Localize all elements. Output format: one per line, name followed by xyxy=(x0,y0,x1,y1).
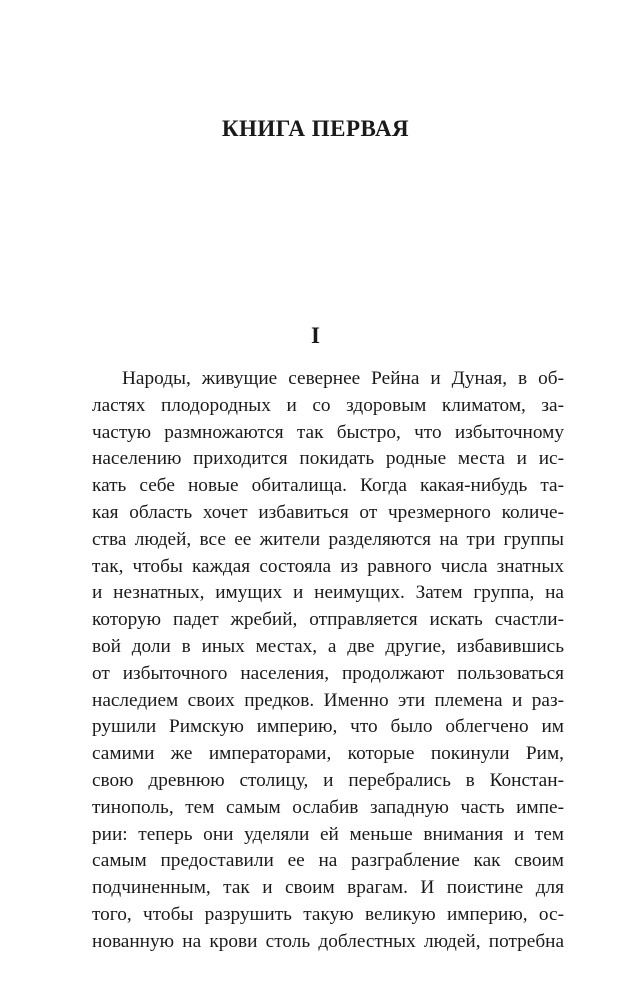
text-line: так, чтобы каждая состояла из равного числа знатных xyxy=(92,555,564,577)
text-line: рушили Римскую империю, что было облегчено им xyxy=(92,716,564,738)
text-line: и незнатных, имущих и неимущих. Затем группа, на xyxy=(92,582,564,604)
text-line: кать себе новые обиталища. Когда какая-нибудь та- xyxy=(92,475,564,497)
chapter-number: I xyxy=(311,323,320,348)
text-line: вой доли в иных местах, а две другие, избавившись xyxy=(92,635,564,657)
text-line: самым предоставили ее на разграбление как своим xyxy=(92,850,564,872)
text-line: ластях плодородных и со здоровым климатом, за- xyxy=(92,394,564,416)
text-line: ства людей, все ее жители разделяются на три группы xyxy=(92,528,564,550)
text-line: от избыточного населения, продолжают пользоваться xyxy=(92,662,564,684)
text-line: Народы, живущие севернее Рейна и Дуная, в об- xyxy=(122,368,564,389)
text-line: населению приходится покидать родные места и ис- xyxy=(92,448,564,470)
text-line: которую падет жребий, отправляется искать счастли- xyxy=(92,609,564,631)
text-line: частую размножаются так быстро, что избыточному xyxy=(92,421,564,443)
text-line: наследием своих предков. Именно эти племена и раз- xyxy=(92,689,564,711)
text-line: нованную на крови столь доблестных людей, потребна xyxy=(92,930,564,952)
book-title: КНИГА ПЕРВАЯ xyxy=(221,116,410,141)
text-line: самими же императорами, которые покинули Рим, xyxy=(92,743,564,765)
text-line: свою древнюю столицу, и перебрались в Констан- xyxy=(92,769,564,791)
text-line: кая область хочет избавиться от чрезмерного количе- xyxy=(92,501,564,523)
text-line: рии: теперь они уделяли ей меньше внимания и тем xyxy=(92,823,564,845)
body-text xyxy=(92,366,564,956)
text-line: того, чтобы разрушить такую великую империю, ос- xyxy=(92,903,564,925)
text-line: подчиненным, так и своим врагам. И поистине для xyxy=(92,877,564,899)
text-line: тинополь, тем самым ослабив западную часть импе- xyxy=(92,796,564,818)
